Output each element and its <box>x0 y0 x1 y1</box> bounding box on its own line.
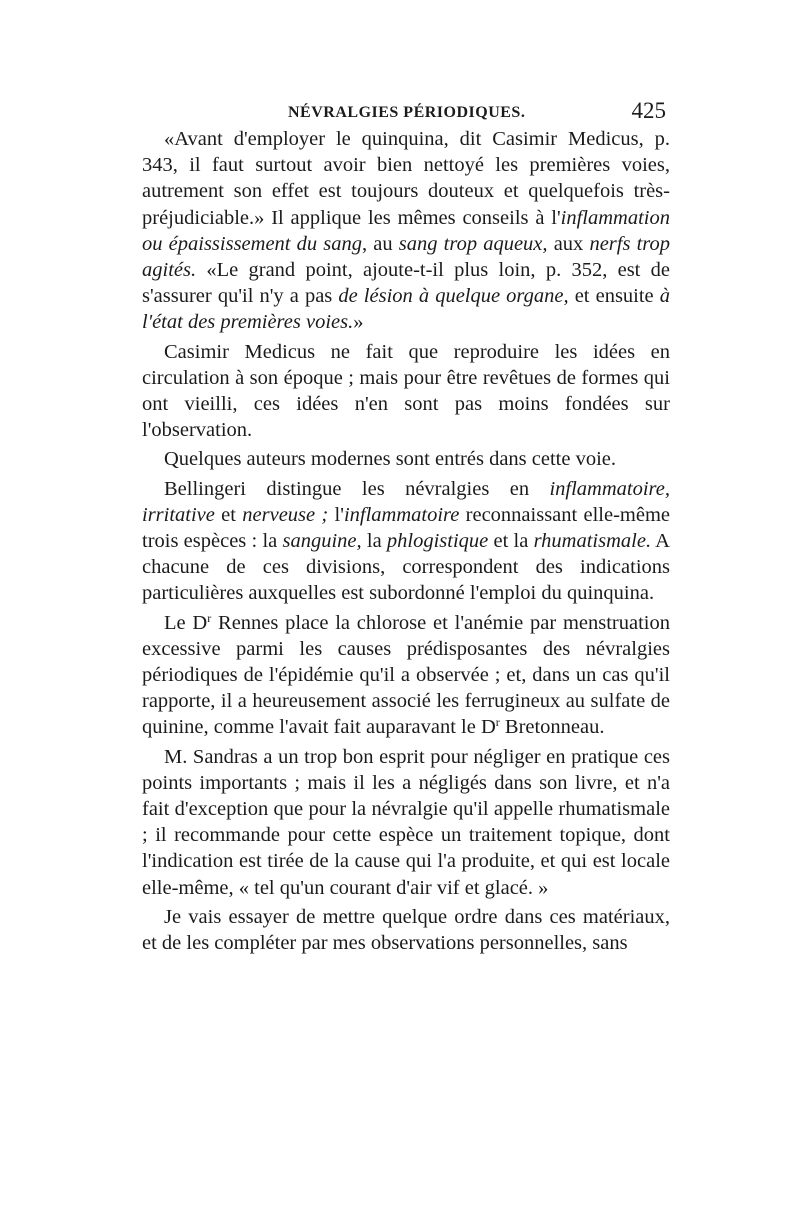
text-run: M. Sandras a un trop bon esprit pour négliger en pratique ces points importants ; mais il les a négligés dans son livre, et n'a fait d'exception que pour la névralgie qu'il appelle rhumatismale ; il recommande pour cette espèce un traitement topique, dont l'indication est tirée de la cause qui l'a produite, et qui est locale elle-même, « tel qu'un courant d'air vif et glacé. » <box>142 745 670 899</box>
italic-run: inflammation ou épaississement du sang <box>142 206 670 255</box>
superscript-run: r <box>207 610 212 625</box>
text-run: Rennes place la chlorose et l'anémie par menstruation excessive parmi les causes prédisposantes des névralgies périodiques de l'épidémie qu'il a observée ; et, dans un cas qu'il rapporte, il a heureusement associé les ferrugineux au sulfate de quinine, comme l'avait fait auparavant le D <box>142 611 670 739</box>
paragraph-medicus-quote <box>142 126 670 336</box>
italic-run: de lésion à quelque organe, <box>338 285 569 308</box>
text-run: Je vais essayer de mettre quelque ordre dans ces matériaux, et de les compléter par mes observations personnelles, sans <box>142 905 670 955</box>
text-run: Bretonneau. <box>499 716 605 739</box>
text-run: «Avant d'employer le quinquina, dit Casimir Medicus, p. 343, il faut surtout avoir bien nettoyé les premières voies, autrement son effet est toujours douteux et quelquefois très-préjudiciable.» Il applique les mêmes conseils à l' <box>142 128 670 229</box>
text-run: aux <box>547 232 590 255</box>
text-run: «Le grand point, ajoute-t-il plus loin, p. 352, est de s'assurer qu'il n'y a pas <box>142 259 670 308</box>
text-run: et ensuite <box>568 285 660 308</box>
text-run: la <box>361 530 387 553</box>
text-run: , au <box>362 232 399 255</box>
text-run: A chacune de ces divisions, correspondent des indications particulières auxquelles est subordonné l'emploi du quinquina. <box>142 530 670 605</box>
paragraph-modern-authors <box>142 446 670 472</box>
body-text <box>142 126 670 956</box>
page-number: 425 <box>631 98 666 123</box>
paragraph-bellingeri <box>142 476 670 607</box>
running-title: NÉVRALGIES PÉRIODIQUES. <box>288 104 526 121</box>
italic-run: inflammatoire <box>343 503 460 526</box>
italic-run: sanguine, <box>282 530 362 553</box>
text-run: Quelques auteurs modernes sont entrés dans cette voie. <box>164 448 617 471</box>
italic-run: rhumatismale. <box>533 530 652 553</box>
italic-run: phlogistique <box>386 530 489 553</box>
text-run: Le D <box>164 611 208 634</box>
superscript-run: r <box>495 715 500 730</box>
paragraph-sandras <box>142 744 670 901</box>
text-run: Bellingeri distingue les névralgies en <box>164 477 550 500</box>
paragraph-rennes <box>142 610 670 741</box>
text-run: Casimir Medicus ne fait que reproduire les idées en circulation à son époque ; mais pour être revêtues de formes qui ont vieilli, ces idées n'en sont pas moins fondées sur l'observation. <box>142 340 670 442</box>
text-run: et la <box>488 530 534 553</box>
text-run: l' <box>328 503 344 526</box>
italic-run: sang trop aqueux, <box>398 232 548 255</box>
text-run: et <box>214 503 243 526</box>
text-run: reconnaissant elle-même trois espèces : la <box>142 503 671 553</box>
italic-run: nerfs trop agités. <box>142 232 670 282</box>
paragraph-closing <box>142 904 670 956</box>
italic-run: à l'état des premières voies. <box>142 285 670 334</box>
italic-run: nerveuse ; <box>242 503 329 526</box>
text-run: » <box>353 311 364 334</box>
italic-run: inflammatoire, irritative <box>142 477 670 526</box>
paragraph-medicus-ideas <box>142 339 670 444</box>
page-header <box>140 98 670 128</box>
